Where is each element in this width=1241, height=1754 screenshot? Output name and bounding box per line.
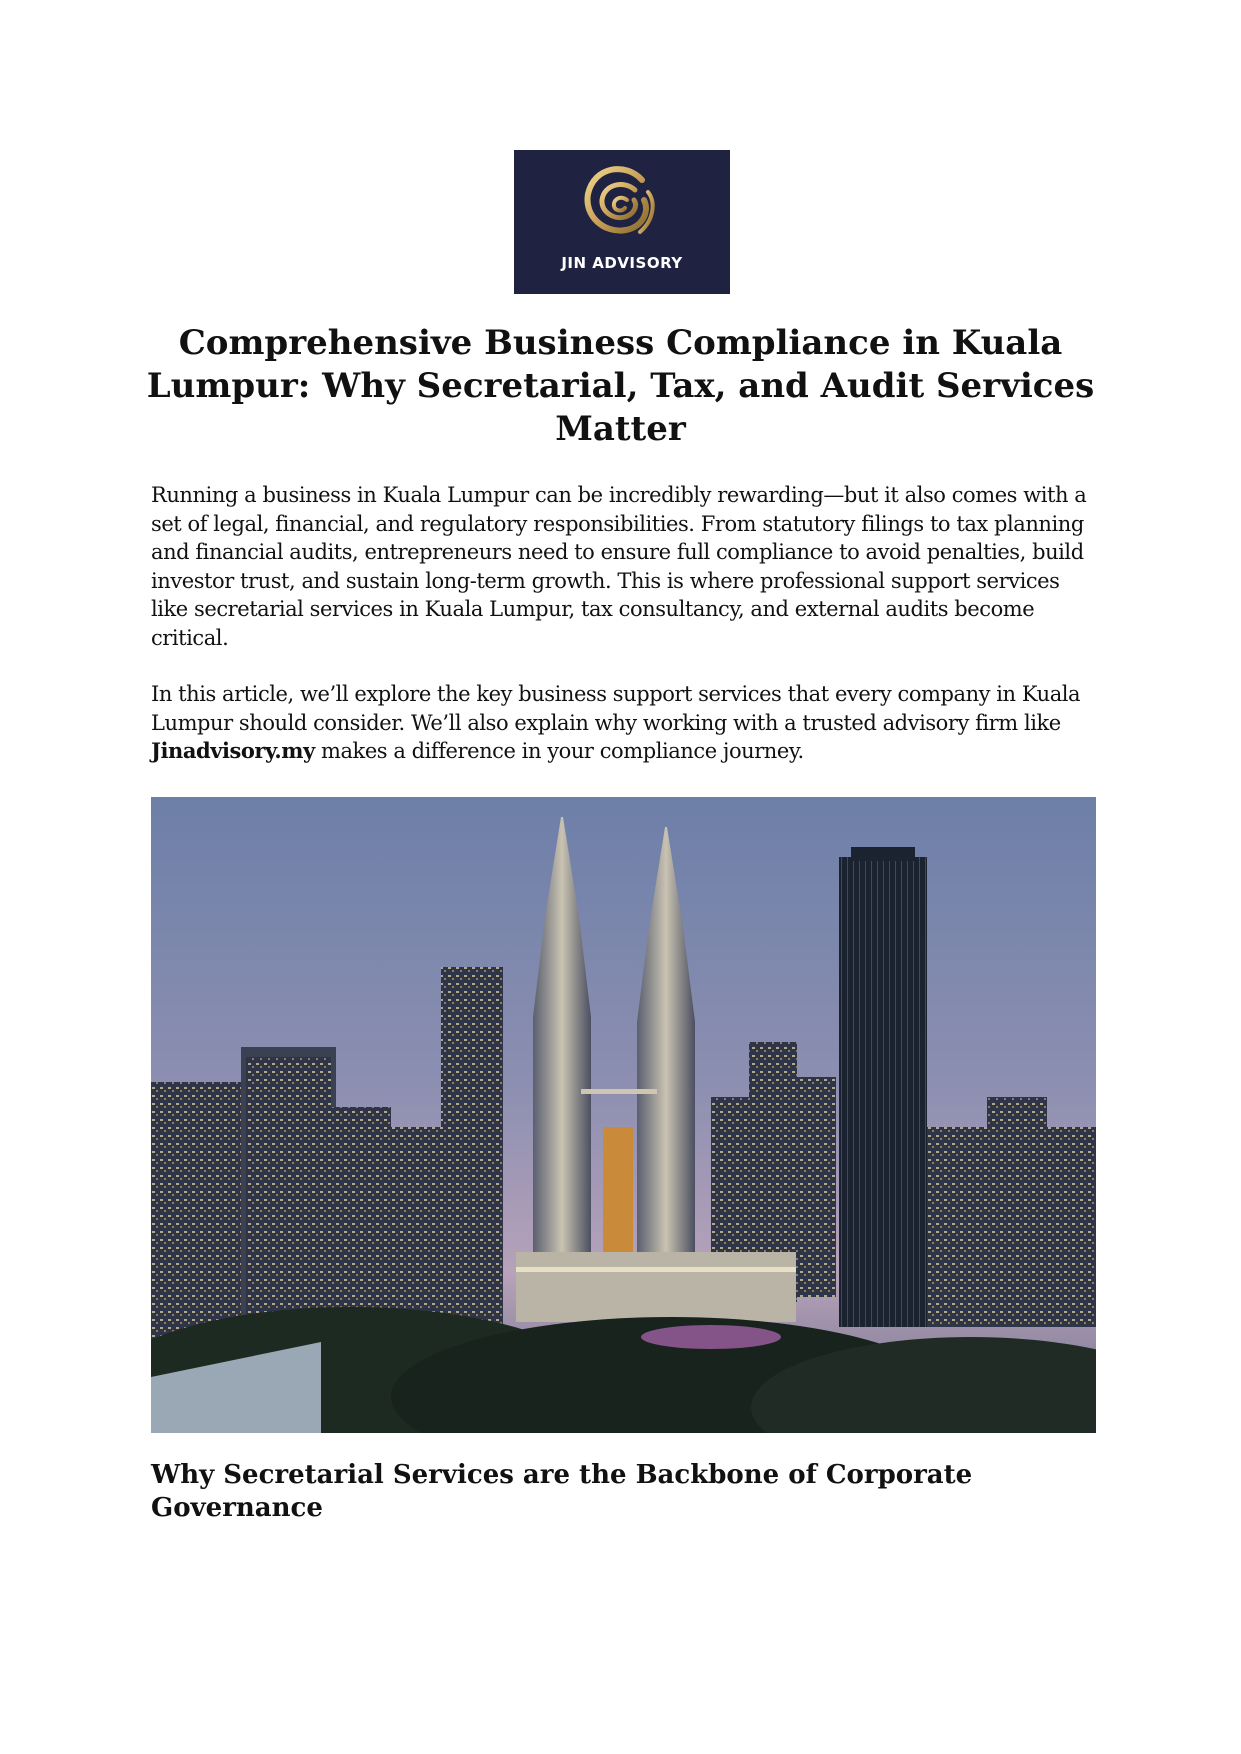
- company-logo: [514, 150, 730, 294]
- article-title: Comprehensive Business Compliance in Kuala Lumpur: Why Secretarial, Tax, and Audit Services Matter: [146, 323, 1095, 449]
- paragraph-text-before: In this article, we’ll explore the key business support services that every company in Kuala Lumpur should consider. We’ll also explain why working with a trusted advisory firm like: [151, 682, 1081, 735]
- intro-paragraph: Running a business in Kuala Lumpur can be incredibly rewarding—but it also comes with a set of legal, financial, and regulatory responsibilities. From statutory filings to tax planning and financial audits, entrepreneurs need to ensure full compliance to avoid penalties, build investor trust, and sustain long-term growth. This is where professional support services like secretarial services in Kuala Lumpur, tax consultancy, and external audits become critical.: [151, 483, 1087, 650]
- logo-wordmark: JIN ADVISORY: [561, 254, 683, 272]
- gold-swirl-logo-icon: [514, 150, 730, 294]
- firm-website-name: Jinadvisory.my: [151, 738, 315, 764]
- kuala-lumpur-skyline-photo: [151, 797, 1096, 1433]
- section-heading: Why Secretarial Services are the Backbone of Corporate Governance: [151, 1460, 973, 1523]
- paragraph-text-after: makes a difference in your compliance journey.: [314, 739, 804, 764]
- second-paragraph: [151, 680, 1101, 766]
